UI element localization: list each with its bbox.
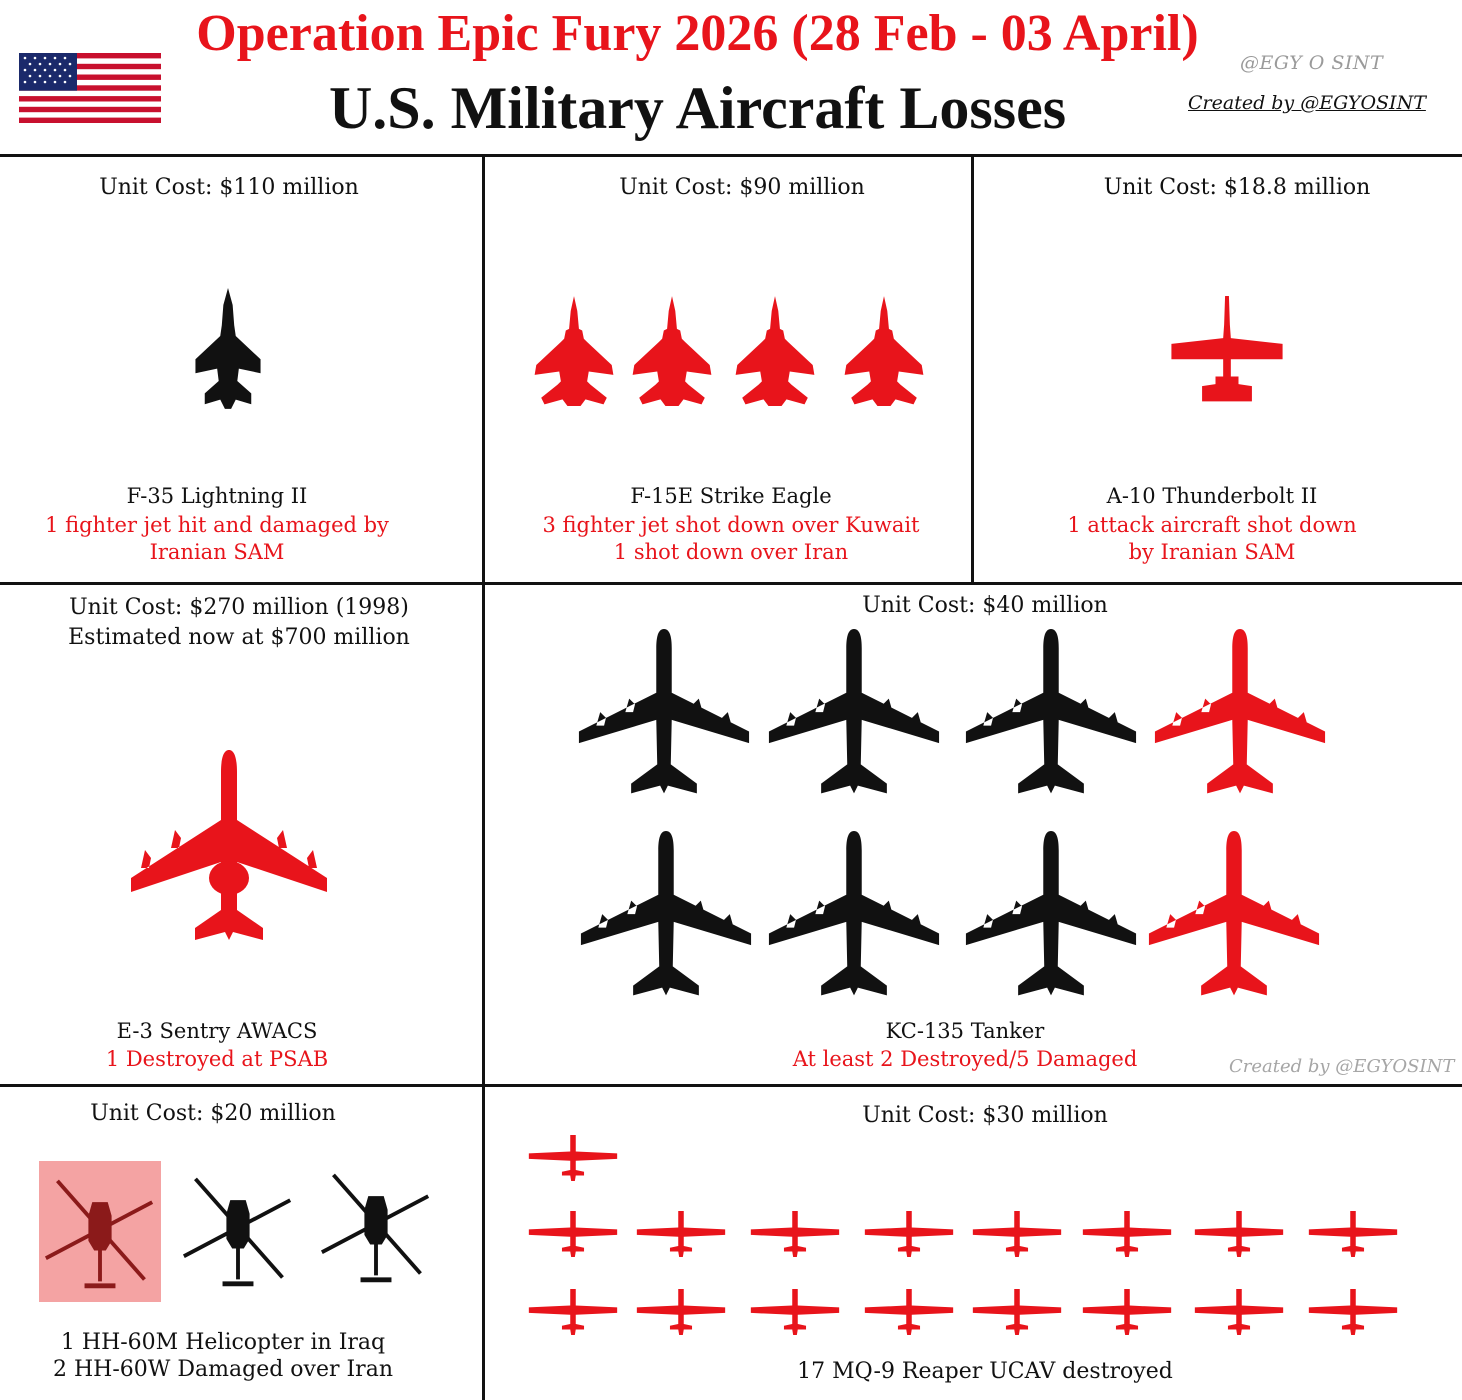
loss-text: 3 fighter jet shot down over Kuwait [542, 513, 920, 537]
drone-silhouette-icon [1307, 1211, 1399, 1257]
loss-caption: 2 HH-60W Damaged over Iran [52, 1357, 393, 1382]
drone-silhouette-icon [527, 1211, 619, 1257]
unit-cost: Unit Cost: $90 million [619, 175, 865, 200]
loss-text: 1 attack aircraft shot down [1067, 513, 1357, 537]
loss-caption: 1 HH-60M Helicopter in Iraq [60, 1330, 386, 1355]
loss-caption: 17 MQ-9 Reaper UCAV destroyed [797, 1359, 1173, 1384]
created-by-link[interactable]: Created by @EGYOSINT [1188, 92, 1426, 114]
cell-hh60 [0, 1087, 482, 1400]
drone-field [485, 1087, 1462, 1400]
loss-text: by Iranian SAM [1128, 540, 1296, 564]
tanker-silhouette-icon [765, 831, 943, 1005]
drone-silhouette-icon [1307, 1289, 1399, 1335]
author-handle: @EGY O SINT [1240, 52, 1384, 74]
loss-text: Iranian SAM [149, 540, 285, 564]
aircraft-name: F-35 Lightning II [126, 484, 308, 508]
f15-silhouette-icon [843, 296, 925, 411]
drone-silhouette-icon [635, 1211, 727, 1257]
f15-silhouette-icon [734, 296, 816, 411]
tanker-silhouette-icon [765, 629, 943, 803]
aircraft-name: F-15E Strike Eagle [630, 484, 832, 508]
tanker-silhouette-icon [962, 629, 1140, 803]
drone-silhouette-icon [1081, 1211, 1173, 1257]
aircraft-name: A-10 Thunderbolt II [1106, 484, 1318, 508]
watermark: Created by @EGYOSINT [1229, 1056, 1455, 1077]
drone-silhouette-icon [1081, 1289, 1173, 1335]
drone-silhouette-icon [863, 1211, 955, 1257]
loss-text: 1 fighter jet hit and damaged by [45, 513, 389, 537]
cell-mq9 [485, 1087, 1462, 1400]
loss-text: 1 Destroyed at PSAB [105, 1047, 329, 1071]
drone-silhouette-icon [863, 1289, 955, 1335]
header [0, 0, 1462, 157]
drone-silhouette-icon [527, 1135, 619, 1181]
title-line-2: U.S. Military Aircraft Losses [328, 75, 1067, 141]
drone-silhouette-icon [635, 1289, 727, 1335]
cell-f35 [0, 160, 482, 582]
tanker-silhouette-icon [577, 831, 755, 1005]
drone-silhouette-icon [1193, 1289, 1285, 1335]
drone-silhouette-icon [527, 1289, 619, 1335]
cell-f15e [485, 160, 971, 582]
unit-cost: Unit Cost: $30 million [862, 1103, 1108, 1128]
unit-cost: Unit Cost: $18.8 million [1103, 175, 1371, 200]
loss-text: 1 shot down over Iran [613, 540, 849, 564]
f15-silhouette-icon [631, 296, 713, 411]
aircraft-name: KC-135 Tanker [885, 1019, 1045, 1043]
unit-cost: Unit Cost: $40 million [862, 593, 1108, 618]
cell-e3 [0, 585, 482, 1084]
drone-silhouette-icon [971, 1289, 1063, 1335]
helicopter-silhouette-icon [42, 1173, 158, 1299]
a10-silhouette-icon [1168, 296, 1286, 411]
tanker-silhouette-icon [1151, 629, 1329, 803]
loss-text: At least 2 Destroyed/5 Damaged [792, 1047, 1138, 1071]
f15-silhouette-icon [533, 296, 615, 411]
unit-cost: Unit Cost: $20 million [90, 1101, 336, 1126]
f35-silhouette-icon [186, 288, 270, 412]
awacs-silhouette-icon [128, 750, 330, 950]
drone-silhouette-icon [749, 1289, 841, 1335]
tanker-silhouette-icon [962, 831, 1140, 1005]
tanker-silhouette-icon [1145, 831, 1323, 1005]
aircraft-name: E-3 Sentry AWACS [116, 1019, 318, 1043]
title-line-1: Operation Epic Fury 2026 (28 Feb - 03 April) [196, 5, 1199, 62]
drone-silhouette-icon [971, 1211, 1063, 1257]
drone-silhouette-icon [749, 1211, 841, 1257]
us-flag-icon [19, 53, 161, 123]
drone-silhouette-icon [1193, 1211, 1285, 1257]
helicopter-silhouette-icon [318, 1167, 434, 1293]
cell-kc135 [485, 585, 1462, 1084]
cell-a10 [974, 160, 1462, 582]
tanker-silhouette-icon [575, 629, 753, 803]
helicopter-silhouette-icon [180, 1171, 296, 1297]
unit-cost: Unit Cost: $270 million (1998) [69, 595, 409, 620]
unit-cost: Unit Cost: $110 million [99, 175, 359, 200]
unit-cost-estimate: Estimated now at $700 million [68, 625, 410, 650]
